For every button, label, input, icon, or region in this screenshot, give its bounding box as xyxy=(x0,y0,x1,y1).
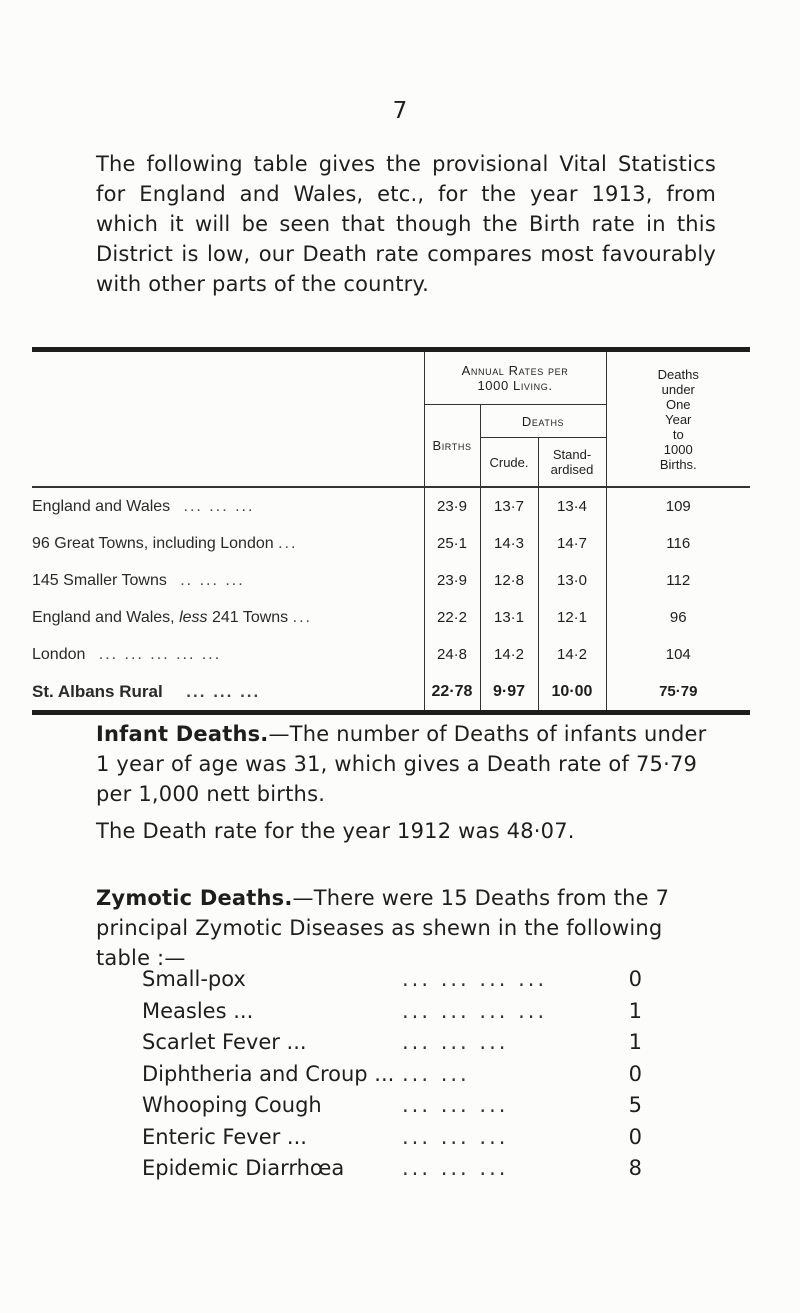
standardised-value: 10·00 xyxy=(538,673,606,710)
infant-header-line6: 1000 xyxy=(663,441,693,457)
infant-value: 112 xyxy=(606,562,750,599)
list-item xyxy=(142,1027,642,1059)
dot-leader: ... xyxy=(278,534,298,552)
births-header: Births xyxy=(424,405,480,488)
dot-leader: ... ... ... ... xyxy=(402,967,548,991)
disease-count: 1 xyxy=(628,998,642,1023)
less-emphasis: less xyxy=(179,608,208,626)
zymotic-deaths-text: —There were 15 Deaths from the 7 principal Zymotic Diseases as shewn in the following table :— xyxy=(96,886,670,970)
disease-count: 0 xyxy=(628,967,642,991)
crude-value: 12·8 xyxy=(480,562,538,599)
table-row xyxy=(32,562,750,599)
standardised-value: 13·4 xyxy=(538,487,606,525)
disease-count: 1 xyxy=(628,1030,642,1054)
infant-value: 104 xyxy=(606,636,750,673)
dot-leader: ... ... ... xyxy=(402,1156,509,1180)
list-item xyxy=(142,964,642,996)
infant-header-line1: Deaths xyxy=(657,366,699,382)
infant-header-line5: to xyxy=(672,426,684,442)
births-value: 24·8 xyxy=(424,636,480,673)
page-number: 7 xyxy=(392,98,408,124)
table-row-highlight xyxy=(32,673,750,710)
deaths-header: Deaths xyxy=(480,405,606,438)
disease-count: 5 xyxy=(628,1093,642,1117)
births-value: 22·78 xyxy=(424,673,480,710)
infant-header-line7: Births. xyxy=(659,456,697,472)
dot-leader: .. ... ... xyxy=(180,571,245,589)
infant-header-line3: One xyxy=(665,396,691,412)
disease-count: 0 xyxy=(628,1061,642,1086)
infant-value: 109 xyxy=(606,487,750,525)
infant-deaths-paragraph xyxy=(96,719,716,809)
list-item xyxy=(142,1153,642,1185)
dot-leader: ... xyxy=(292,608,312,626)
infant-header-line2: under xyxy=(661,381,695,397)
list-item xyxy=(142,1090,642,1122)
zymotic-deaths-heading: Zymotic Deaths. xyxy=(96,886,293,910)
births-value: 22·2 xyxy=(424,599,480,636)
vital-statistics-table xyxy=(32,347,750,715)
disease-name: Scarlet Fever ... xyxy=(142,1030,307,1054)
crude-value: 14·3 xyxy=(480,525,538,562)
row-label: London ... ... ... ... ... xyxy=(32,645,222,663)
crude-value: 9·97 xyxy=(480,673,538,710)
births-value: 25·1 xyxy=(424,525,480,562)
crude-value: 14·2 xyxy=(480,636,538,673)
infant-value: 75·79 xyxy=(606,673,750,710)
standardised-value: 14·7 xyxy=(538,525,606,562)
disease-name: Enteric Fever ... xyxy=(142,1124,307,1149)
dot-leader: ... ... ... ... ... xyxy=(98,645,222,663)
dot-leader: ... ... ... xyxy=(402,1124,509,1149)
crude-value: 13·1 xyxy=(480,599,538,636)
row-label: St. Albans Rural ... ... ... xyxy=(32,681,261,701)
infant-deaths-header xyxy=(606,352,750,487)
dot-leader: ... ... ... xyxy=(186,681,261,701)
annual-rates-line1: Annual Rates per xyxy=(461,363,569,378)
row-label: England and Wales ... ... ... xyxy=(32,497,255,515)
list-item xyxy=(142,996,642,1028)
standardised-line2: ardised xyxy=(550,462,594,477)
infant-deaths-heading: Infant Deaths. xyxy=(96,722,269,746)
disease-name: Whooping Cough xyxy=(142,1093,322,1117)
row-label: 96 Great Towns, including London ... xyxy=(32,534,298,552)
disease-count: 8 xyxy=(628,1156,642,1180)
death-rate-1912: The Death rate for the year 1912 was 48·07. xyxy=(96,819,575,843)
disease-name: Epidemic Diarrhœa xyxy=(142,1156,345,1180)
births-value: 23·9 xyxy=(424,487,480,525)
row-label: England and Wales, less 241 Towns ... xyxy=(32,608,312,626)
list-item xyxy=(142,1059,642,1091)
births-value: 23·9 xyxy=(424,562,480,599)
table-row xyxy=(32,636,750,673)
standardised-value: 12·1 xyxy=(538,599,606,636)
dot-leader: ... ... ... xyxy=(402,1030,509,1054)
infant-header-line4: Year xyxy=(665,411,692,427)
annual-rates-line2: 1000 Living. xyxy=(477,378,553,393)
zymotic-deaths-paragraph xyxy=(96,883,716,973)
disease-name: Measles ... xyxy=(142,998,254,1023)
dot-leader: ... ... xyxy=(402,1061,470,1086)
standardised-value: 14·2 xyxy=(538,636,606,673)
row-label: 145 Smaller Towns .. ... ... xyxy=(32,571,245,589)
infant-deaths-text: —The number of Deaths of infants under 1 year of age was 31, which gives a Death rate of 75·79 per 1,000 nett births. xyxy=(96,722,707,806)
dot-leader: ... ... ... xyxy=(183,497,255,515)
infant-value: 96 xyxy=(606,599,750,636)
disease-name: Diphtheria and Croup ... xyxy=(142,1061,395,1086)
table-row xyxy=(32,525,750,562)
table-row xyxy=(32,599,750,636)
standardised-header xyxy=(538,438,606,488)
table-row xyxy=(32,487,750,525)
zymotic-disease-list xyxy=(142,964,642,1185)
standardised-line1: Stand- xyxy=(552,447,592,462)
dot-leader: ... ... ... ... xyxy=(402,998,548,1023)
table-bottom-rule xyxy=(32,710,750,713)
disease-name: Small-pox xyxy=(142,967,246,991)
crude-value: 13·7 xyxy=(480,487,538,525)
disease-count: 0 xyxy=(628,1124,642,1149)
crude-header: Crude. xyxy=(480,438,538,488)
dot-leader: ... ... ... xyxy=(402,1093,509,1117)
intro-paragraph: The following table gives the provisional Vital Statistics for England and Wales, etc., for the year 1913, from which it will be seen that though the Birth rate in this District is low, our Death rate compares most favourably with other parts of the country. xyxy=(96,152,716,296)
row-label-header xyxy=(32,352,424,487)
infant-value: 116 xyxy=(606,525,750,562)
list-item xyxy=(142,1122,642,1154)
standardised-value: 13·0 xyxy=(538,562,606,599)
annual-rates-header xyxy=(424,352,606,405)
